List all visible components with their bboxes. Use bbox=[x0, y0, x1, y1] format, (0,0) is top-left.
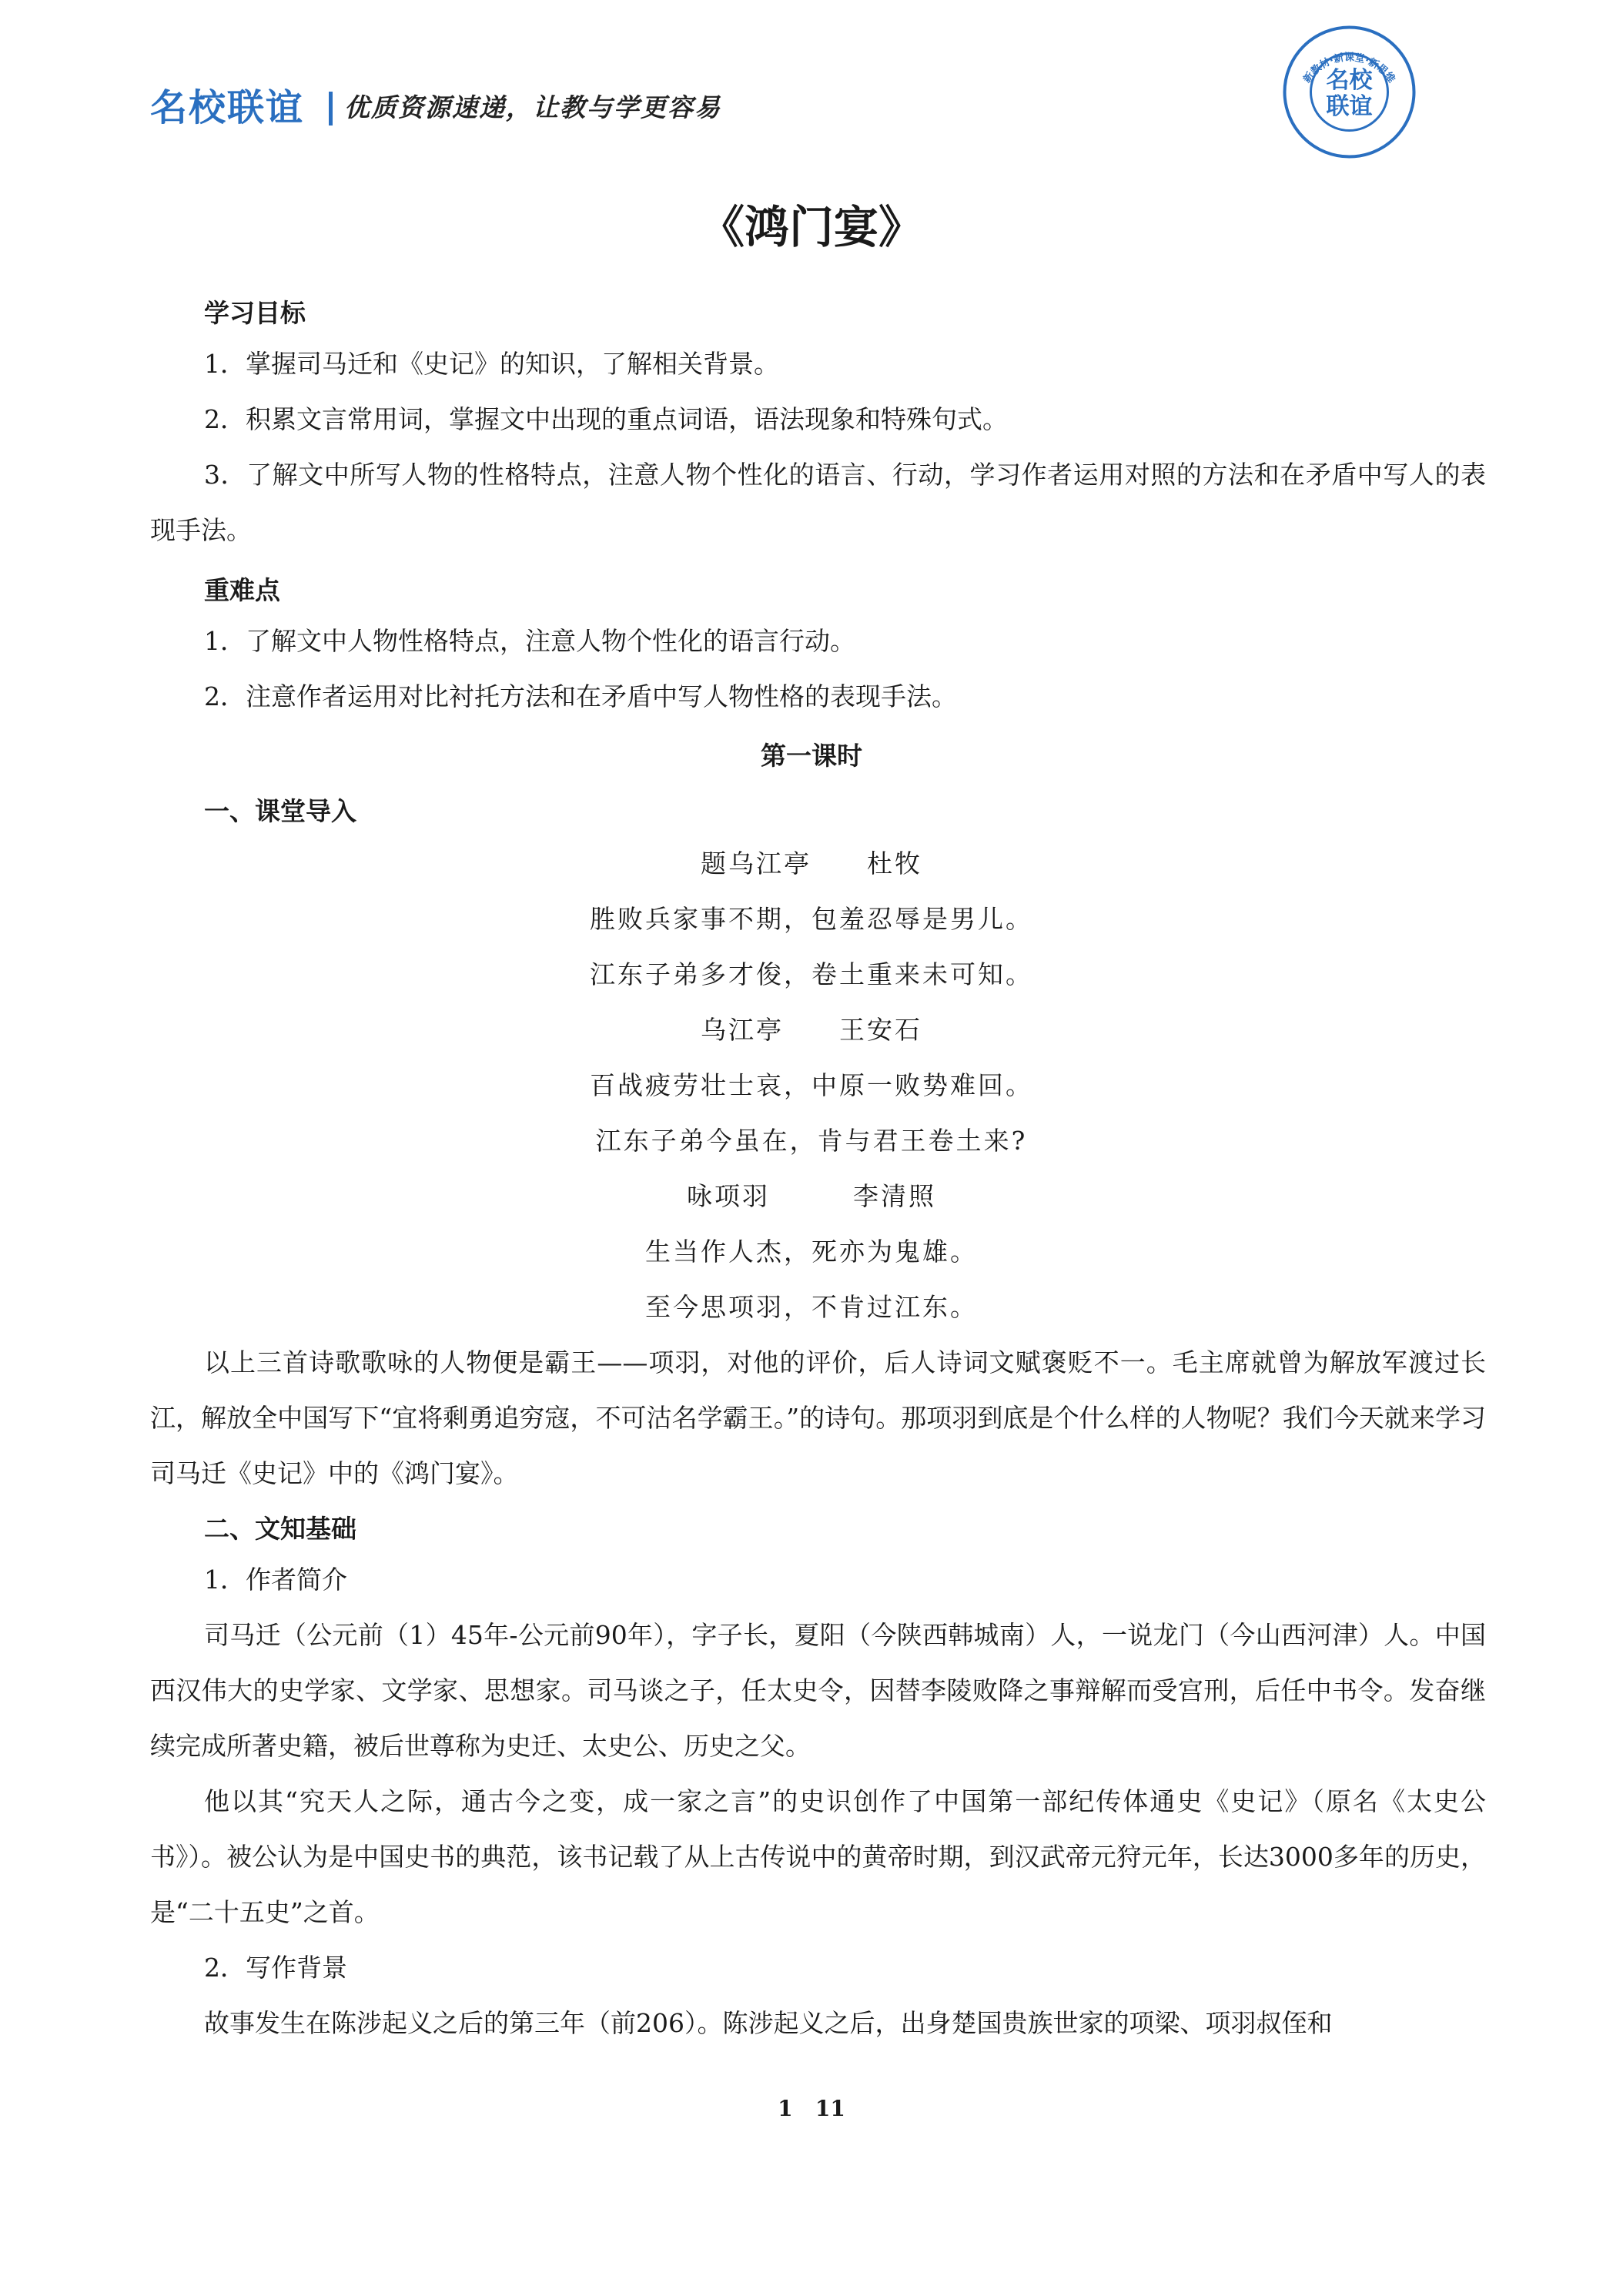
poem-line: 百战疲劳壮士哀，中原一败势难回。 bbox=[590, 1070, 1033, 1100]
page-current: 1 bbox=[778, 2096, 793, 2121]
goals-section bbox=[204, 295, 1486, 332]
poem-line: 至今思项羽，不肯过江东。 bbox=[645, 1292, 978, 1322]
keypoints-section bbox=[204, 572, 1486, 609]
header-divider bbox=[329, 92, 333, 126]
poem-line: 胜败兵家事不期，包羞忍辱是男儿。 bbox=[590, 904, 1033, 934]
svg-text:新教材·新课堂·新思维: 新教材·新课堂·新思维 bbox=[1301, 52, 1397, 85]
brand-logo-text: 名校联谊 bbox=[150, 86, 305, 129]
page-number bbox=[0, 2096, 1623, 2121]
keypoints-heading: 重难点 bbox=[204, 575, 280, 605]
poem-line: 生当作人杰，死亦为鬼雄。 bbox=[645, 1237, 978, 1267]
svg-text:联谊: 联谊 bbox=[1326, 93, 1373, 120]
goals-heading: 学习目标 bbox=[204, 298, 306, 328]
section1 bbox=[204, 793, 1486, 830]
svg-text:名校: 名校 bbox=[1326, 67, 1373, 94]
lesson-heading: 第一课时 bbox=[761, 741, 862, 771]
subheading-author: 1．作者简介 bbox=[204, 1565, 347, 1595]
subheading-background: 2．写作背景 bbox=[204, 1953, 347, 1983]
poem-line: 乌江亭 王安石 bbox=[701, 1015, 922, 1045]
author-paragraph: 司马迁（公元前（1）45年-公元前90年），字子长，夏阳（今陕西韩城南）人，一说龙门（今山西河津）人。中国西汉伟大的史学家、文学家、思想家。司马谈之子，任太史令，因替李陵败降之事辩解而受宫刑，后任中书令。发奋继续完成所著史籍，被后世尊称为史迁、太史公、历史之父。 bbox=[150, 1620, 1486, 1761]
poem-line: 江东子弟今虽在，肯与君王卷土来? bbox=[595, 1126, 1028, 1156]
seal-logo bbox=[1282, 25, 1417, 159]
page-total: 11 bbox=[815, 2096, 845, 2121]
keypoint-item: 2．注意作者运用对比衬托方法和在矛盾中写人物性格的表现手法。 bbox=[204, 681, 957, 711]
goal-item: 1．掌握司马迁和《史记》的知识，了解相关背景。 bbox=[204, 349, 779, 379]
shiji-paragraph: 他以其“究天人之际，通古今之变，成一家之言”的史识创作了中国第一部纪传体通史《史记》（原名《太史公书》）。被公认为是中国史书的典范，该书记载了从上古传说中的黄帝时期，到汉武帝元狩元年，长达3000多年的历史，是“二十五史”之首。 bbox=[150, 1786, 1486, 1927]
goal-item: 2．积累文言常用词，掌握文中出现的重点词语，语法现象和特殊句式。 bbox=[204, 404, 1008, 434]
poem-line: 江东子弟多才俊，卷土重来未可知。 bbox=[590, 959, 1033, 989]
keypoint-item: 1．了解文中人物性格特点，注意人物个性化的语言行动。 bbox=[204, 626, 855, 656]
goal-item: 3．了解文中所写人物的性格特点，注意人物个性化的语言、行动，学习作者运用对照的方法和在矛盾中写人的表现手法。 bbox=[150, 460, 1486, 545]
intro-paragraph: 以上三首诗歌歌咏的人物便是霸王——项羽，对他的评价，后人诗词文赋褒贬不一。毛主席就曾为解放军渡过长江，解放全中国写下“宜将剩勇追穷寇，不可沽名学霸王。”的诗句。那项羽到底是个什么样的人物呢？我们今天就来学习司马迁《史记》中的《鸿门宴》。 bbox=[150, 1347, 1486, 1488]
section2-heading: 二、文知基础 bbox=[204, 1514, 356, 1544]
poem-line: 题乌江亭 杜牧 bbox=[701, 848, 922, 879]
section2 bbox=[204, 1511, 1486, 1548]
header-slogan: 优质资源速递，让教与学更容易 bbox=[344, 92, 721, 122]
section1-heading: 一、课堂导入 bbox=[204, 796, 356, 826]
poem-line: 咏项羽 李清照 bbox=[687, 1181, 936, 1211]
background-paragraph: 故事发生在陈涉起义之后的第三年（前206）。陈涉起义之后，出身楚国贵族世家的项梁、项羽叔侄和 bbox=[204, 2008, 1333, 2038]
page-title: 《鸿门宴》 bbox=[699, 201, 923, 253]
